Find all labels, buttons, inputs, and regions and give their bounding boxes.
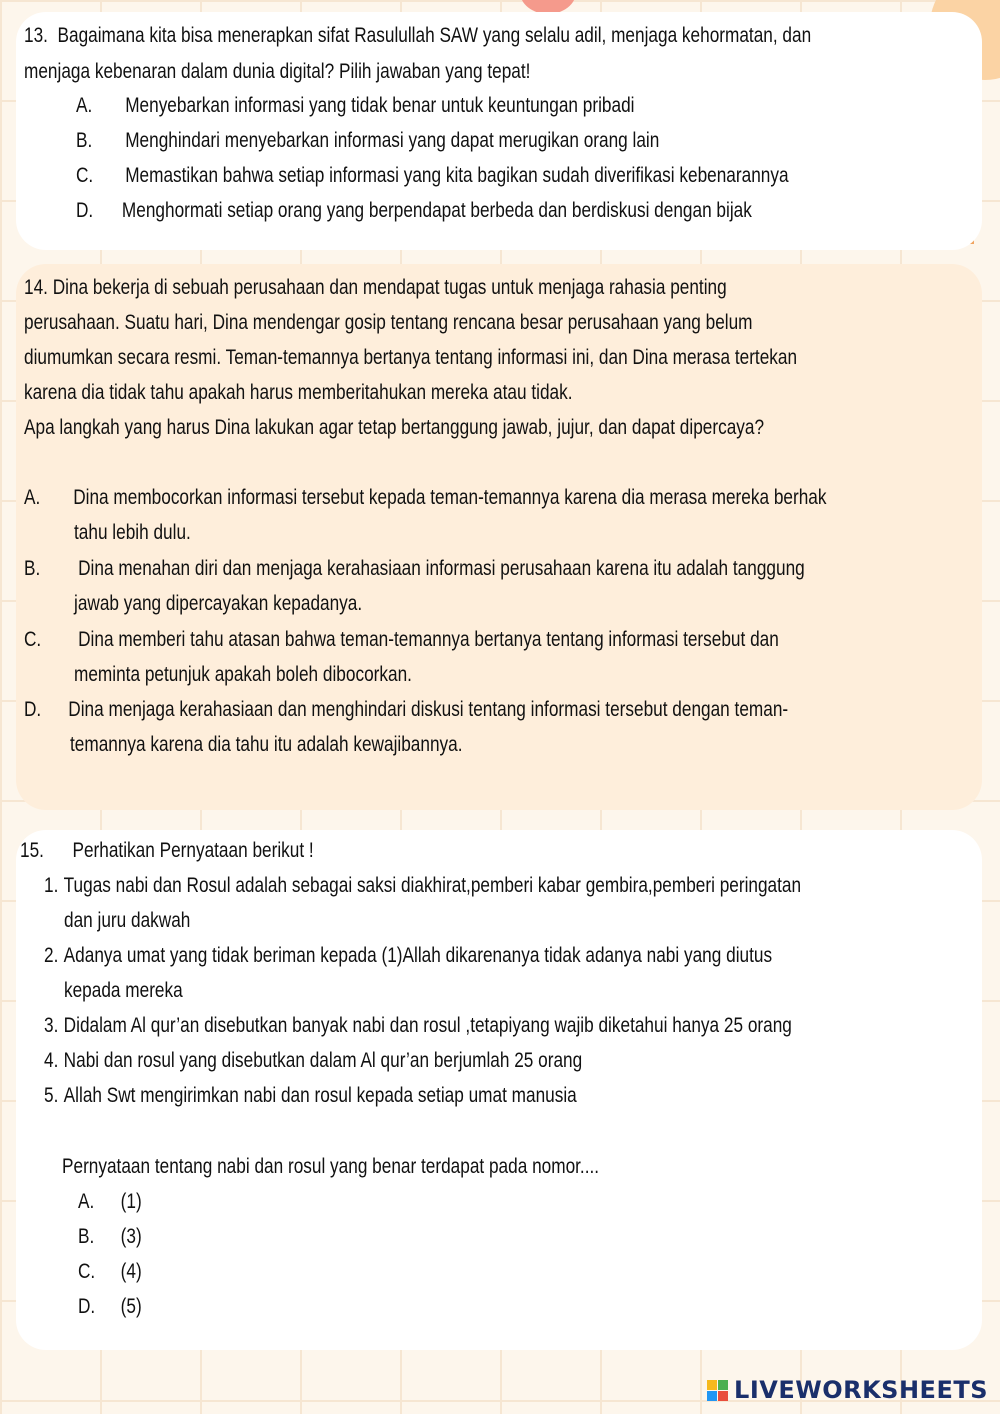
q14-prompt: Apa langkah yang harus Dina lakukan agar tetap bertanggung jawab, jujur, dan dapat dipercaya? xyxy=(24,416,765,439)
q15-option-a[interactable]: A. (1) xyxy=(78,1190,142,1213)
q14-line-4: karena dia tidak tahu apakah harus memberitahukan mereka atau tidak. xyxy=(24,381,573,404)
q15-prompt: Pernyataan tentang nabi dan rosul yang benar terdapat pada nomor.... xyxy=(62,1155,600,1178)
q14-option-c-cont: meminta petunjuk apakah boleh dibocorkan. xyxy=(74,663,412,686)
q14-option-b-cont: jawab yang dipercayakan kepadanya. xyxy=(74,592,363,615)
q15-option-d[interactable]: D. (5) xyxy=(78,1295,142,1318)
brand-name: LIVEWORKSHEETS xyxy=(734,1376,988,1404)
q15-option-b[interactable]: B. (3) xyxy=(78,1225,142,1248)
q13-option-c[interactable]: C. Memastikan bahwa setiap informasi yang kita bagikan sudah diverifikasi kebenarannya xyxy=(76,164,789,187)
liveworksheets-logo-icon xyxy=(707,1380,728,1401)
q14-option-d[interactable]: D. Dina menjaga kerahasiaan dan menghindari diskusi tentang informasi tersebut dengan teman- xyxy=(24,698,789,721)
q13-option-b[interactable]: B. Menghindari menyebarkan informasi yang dapat merugikan orang lain xyxy=(76,129,660,152)
q15-title: 15. Perhatikan Pernyataan berikut ! xyxy=(20,839,314,862)
q15-statement-4: 4. Nabi dan rosul yang disebutkan dalam Al qur’an berjumlah 25 orang xyxy=(44,1049,583,1072)
q14-line-1: 14. Dina bekerja di sebuah perusahaan dan mendapat tugas untuk menjaga rahasia penting xyxy=(24,276,727,299)
q14-option-c[interactable]: C. Dina memberi tahu atasan bahwa teman-temannya bertanya tentang informasi tersebut dan xyxy=(24,628,779,651)
q15-statement-3: 3. Didalam Al qur’an disebutkan banyak nabi dan rosul ,tetapiyang wajib diketahui hanya 25 orang xyxy=(44,1014,792,1037)
q15-statement-5: 5. Allah Swt mengirimkan nabi dan rosul kepada setiap umat manusia xyxy=(44,1084,577,1107)
q14-option-a[interactable]: A. Dina membocorkan informasi tersebut kepada teman-temannya karena dia merasa mereka berhak xyxy=(24,486,827,509)
q15-statement-2-cont: kepada mereka xyxy=(64,979,183,1002)
q15-statement-1-cont: dan juru dakwah xyxy=(64,909,191,932)
q14-option-a-cont: tahu lebih dulu. xyxy=(74,521,191,544)
q15-statement-1: 1. Tugas nabi dan Rosul adalah sebagai saksi diakhirat,pemberi kabar gembira,pemberi peringatan xyxy=(44,874,802,897)
q14-option-d-cont: temannya karena dia tahu itu adalah kewajibannya. xyxy=(70,733,463,756)
q14-line-3: diumumkan secara resmi. Teman-temannya bertanya tentang informasi ini, dan Dina merasa tertekan xyxy=(24,346,798,369)
q15-option-c[interactable]: C. (4) xyxy=(78,1260,142,1283)
q13-line-1: 13. Bagaimana kita bisa menerapkan sifat Rasulullah SAW yang selalu adil, menjaga kehormatan, dan xyxy=(24,24,812,47)
q13-option-d[interactable]: D. Menghormati setiap orang yang berpendapat berbeda dan berdiskusi dengan bijak xyxy=(76,199,752,222)
q14-line-2: perusahaan. Suatu hari, Dina mendengar gosip tentang rencana besar perusahaan yang belum xyxy=(24,311,753,334)
liveworksheets-brand[interactable] xyxy=(707,1376,988,1404)
q15-statement-2: 2. Adanya umat yang tidak beriman kepada (1)Allah dikarenanya tidak adanya nabi yang diutus xyxy=(44,944,773,967)
q14-option-b[interactable]: B. Dina menahan diri dan menjaga kerahasiaan informasi perusahaan karena itu adalah tanggung xyxy=(24,557,805,580)
q13-option-a[interactable]: A. Menyebarkan informasi yang tidak benar untuk keuntungan pribadi xyxy=(76,94,635,117)
q13-line-2: menjaga kebenaran dalam dunia digital? Pilih jawaban yang tepat! xyxy=(24,60,531,83)
